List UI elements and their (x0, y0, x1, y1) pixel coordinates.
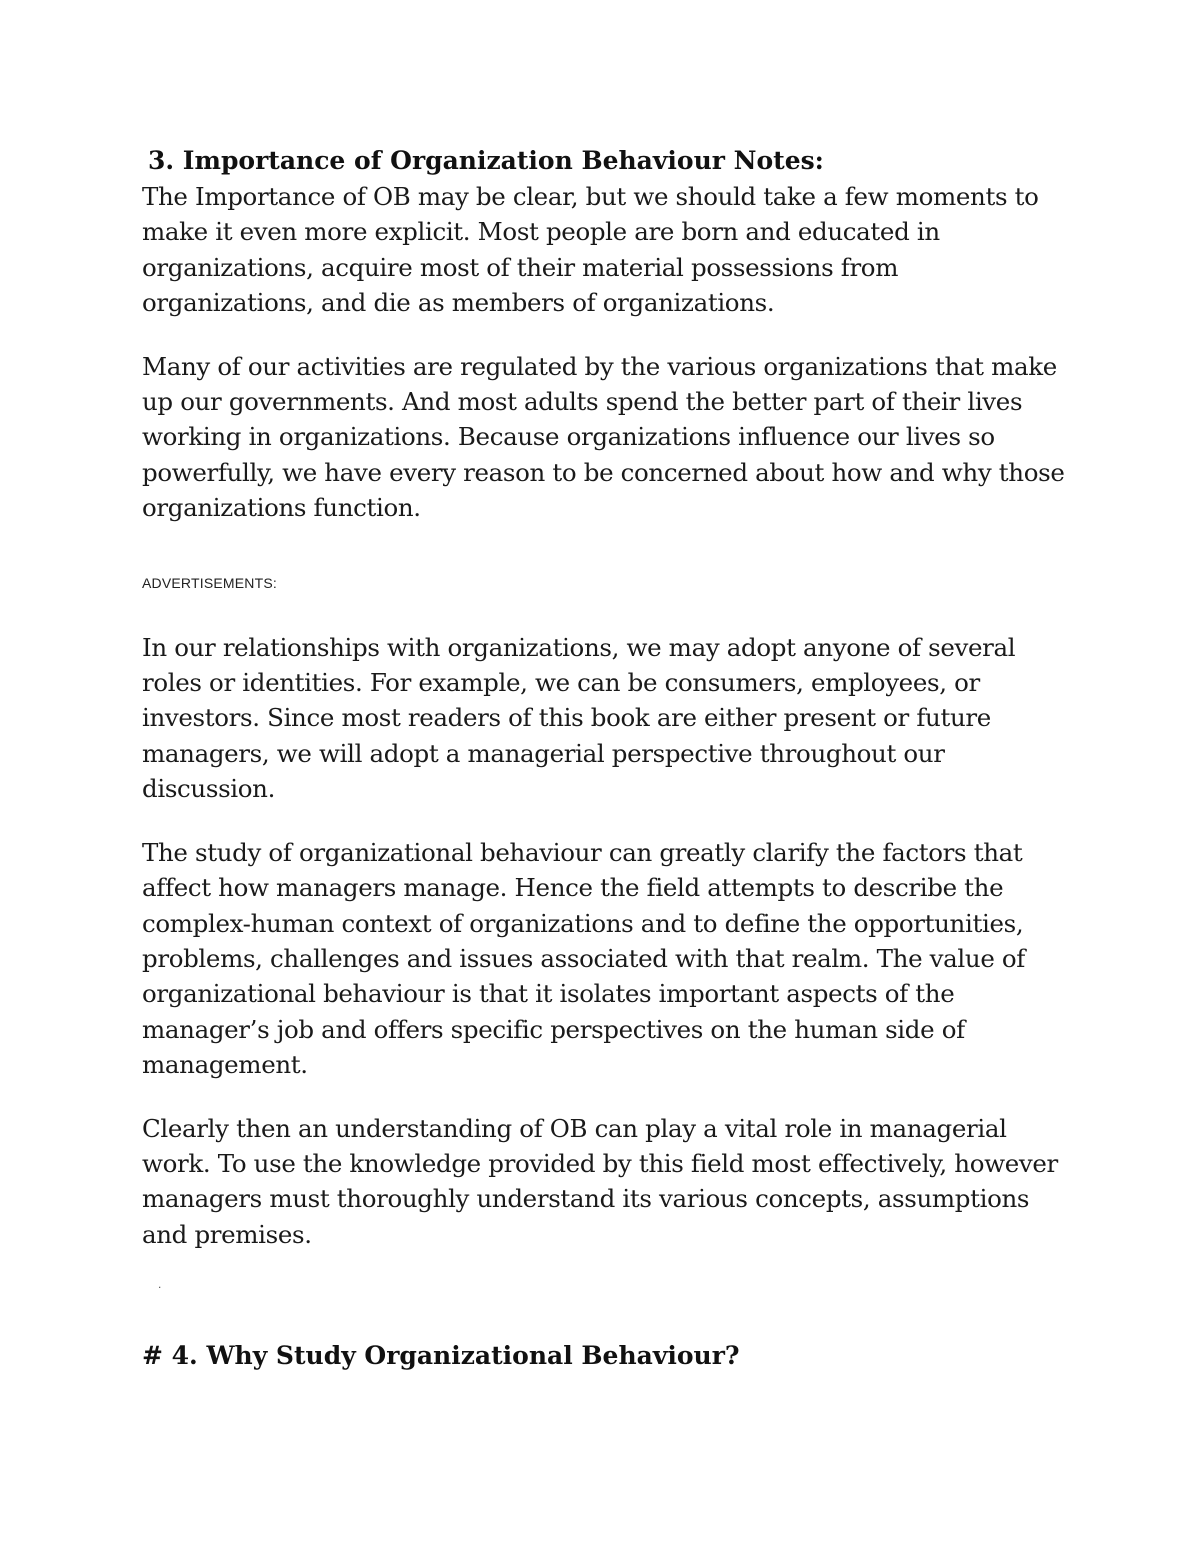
section-heading-why-study: # 4. Why Study Organizational Behaviour? (142, 1341, 740, 1371)
paragraph-4: The study of organizational behaviour can greatly clarify the factors that affect how managers manage. Hence the field attempts to describe the complex-human context of organizations and to define the opportunities, problems, challenges and issues associated with that realm. The value of organizational behaviour is that it isolates important aspects of the manager’s job and offers specific perspectives on the human side of management. (142, 837, 1026, 1080)
paragraph-2: Many of our activities are regulated by the various organizations that make up our governments. And most adults spend the better part of their lives working in organizations. Because organizations influence our lives so powerfully, we have every reason to be concerned about how and why those organizations function. (142, 351, 1065, 523)
paragraph-1: The Importance of OB may be clear, but we should take a few moments to make it even more explicit. Most people are born and educated in organizations, acquire most of their material possessions from organizations, and die as members of organizations. (142, 182, 1039, 318)
section-heading-importance: 3. Importance of Organization Behaviour Notes: (148, 146, 824, 175)
paragraph-3: In our relationships with organizations, we may adopt anyone of several roles or identities. For example, we can be consumers, employees, or investors. Since most readers of this book are either present or future managers, we will adopt a managerial perspective throughout our discussion. (142, 632, 1016, 804)
document-content (142, 143, 1072, 1374)
paragraph-5: Clearly then an understanding of OB can play a vital role in managerial work. To use the knowledge provided by this field most effectively, however managers must thoroughly understand its various concepts, assumptions and premises. (142, 1113, 1058, 1249)
advertisements-label: ADVERTISEMENTS: (142, 574, 277, 591)
stray-mark: . (158, 1277, 162, 1292)
